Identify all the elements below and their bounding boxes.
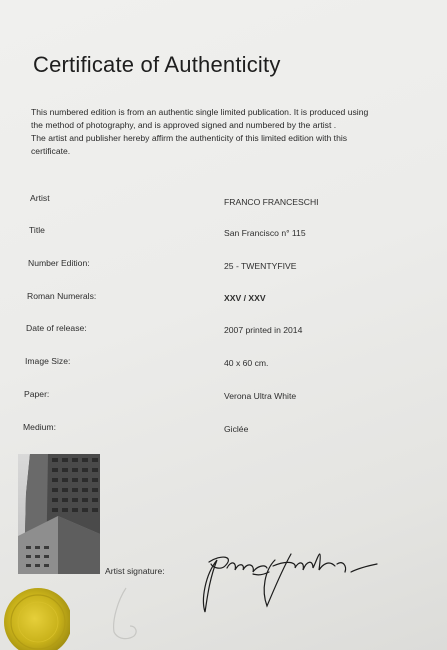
field-label-date-of-release: Date of release: [26, 323, 87, 333]
field-label-medium: Medium: [23, 422, 56, 432]
field-label-artist: Artist [30, 193, 50, 203]
handwritten-signature [195, 530, 385, 620]
field-value-roman-numerals: XXV / XXV [224, 293, 266, 303]
intro-line: the method of photography, and is approved signed and numbered by the artist . [31, 120, 337, 130]
field-value-artist: FRANCO FRANCESCHI [224, 197, 319, 207]
field-label-paper: Paper: [24, 389, 50, 399]
field-value-paper: Verona Ultra White [224, 391, 297, 401]
field-value-title: San Francisco n° 115 [224, 228, 306, 238]
building-photo [18, 454, 100, 574]
field-label-roman-numerals: Roman Numerals: [27, 291, 97, 301]
signature-label: Artist signature: [105, 566, 165, 576]
intro-line: This numbered edition is from an authentic single limited publication. It is produced using [31, 107, 369, 117]
certificate-title: Certificate of Authenticity [33, 52, 281, 77]
field-value-number-edition: 25 - TWENTYFIVE [224, 261, 297, 271]
faint-pencil-mark [96, 580, 156, 645]
field-label-title: Title [29, 225, 45, 235]
field-value-image-size: 40 x 60 cm. [224, 358, 269, 368]
certificate-intro [31, 106, 421, 158]
building-photo-graphic [18, 454, 100, 574]
intro-line: certificate. [31, 146, 71, 156]
gold-seal [2, 586, 70, 650]
field-label-number-edition: Number Edition: [28, 258, 90, 268]
field-value-date-of-release: 2007 printed in 2014 [224, 325, 303, 335]
intro-line: The artist and publisher hereby affirm the authenticity of this limited edition with this [31, 133, 348, 143]
field-value-medium: Giclée [224, 424, 249, 434]
field-label-image-size: Image Size: [25, 356, 71, 366]
